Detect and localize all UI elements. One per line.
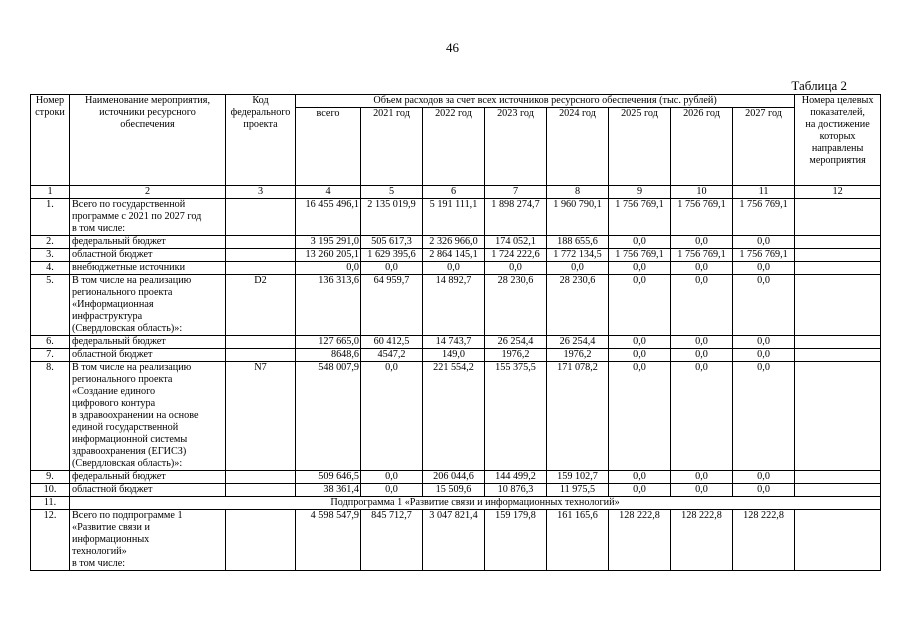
year-value: 26 254,4 [485, 336, 547, 349]
row-name: федеральный бюджет [70, 336, 226, 349]
year-value: 0,0 [361, 484, 423, 497]
target-numbers [795, 275, 881, 336]
year-value: 155 375,5 [485, 362, 547, 471]
federal-code [226, 471, 296, 484]
year-value: 26 254,4 [547, 336, 609, 349]
year-value: 1 960 790,1 [547, 199, 609, 236]
column-number: 8 [547, 186, 609, 199]
year-value: 505 617,3 [361, 236, 423, 249]
row-name: областной бюджет [70, 249, 226, 262]
header-year: 2022 год [423, 108, 485, 186]
row-number: 7. [31, 349, 70, 362]
header-year: 2025 год [609, 108, 671, 186]
year-value: 0,0 [671, 362, 733, 471]
row-name: внебюджетные источники [70, 262, 226, 275]
year-value: 0,0 [609, 471, 671, 484]
column-number: 2 [70, 186, 226, 199]
year-value: 2 864 145,1 [423, 249, 485, 262]
year-value: 0,0 [547, 262, 609, 275]
header-year: 2021 год [361, 108, 423, 186]
target-numbers [795, 236, 881, 249]
header-name: Наименование мероприятия, источники ресурсного обеспечения [70, 95, 226, 186]
federal-code [226, 349, 296, 362]
column-number: 4 [296, 186, 361, 199]
row-name: областной бюджет [70, 349, 226, 362]
year-value: 0,0 [361, 362, 423, 471]
year-value: 221 554,2 [423, 362, 485, 471]
federal-code [226, 336, 296, 349]
table-row [31, 349, 881, 362]
year-value: 0,0 [609, 336, 671, 349]
row-name: В том числе на реализацию регионального проекта «Создание единого цифрового контура в здравоохранении на основе единой государственной информационной системы здравоохранения (ЕГИСЗ) (Свердловская область)»: [70, 362, 226, 471]
table-row [31, 336, 881, 349]
year-value: 0,0 [733, 336, 795, 349]
column-number: 9 [609, 186, 671, 199]
subprogram-title: Подпрограмма 1 «Развитие связи и информационных технологий» [70, 497, 881, 510]
row-number: 11. [31, 497, 70, 510]
year-value: 128 222,8 [609, 510, 671, 571]
target-numbers [795, 471, 881, 484]
total-value: 127 665,0 [296, 336, 361, 349]
header-federal-code: Код федерального проекта [226, 95, 296, 186]
year-value: 1 756 769,1 [671, 249, 733, 262]
header-row-number: Номер строки [31, 95, 70, 186]
budget-table [30, 94, 881, 571]
total-value: 4 598 547,9 [296, 510, 361, 571]
year-value: 1 756 769,1 [671, 199, 733, 236]
year-value: 28 230,6 [547, 275, 609, 336]
target-numbers [795, 362, 881, 471]
total-value: 16 455 496,1 [296, 199, 361, 236]
header-row-1 [31, 95, 881, 108]
row-number: 1. [31, 199, 70, 236]
total-value: 136 313,6 [296, 275, 361, 336]
row-number: 9. [31, 471, 70, 484]
year-value: 1976,2 [485, 349, 547, 362]
table-row [31, 262, 881, 275]
column-number: 6 [423, 186, 485, 199]
year-value: 0,0 [609, 349, 671, 362]
target-numbers [795, 510, 881, 571]
header-volume: Объем расходов за счет всех источников ресурсного обеспечения (тыс. рублей) [296, 95, 795, 108]
year-value: 0,0 [671, 275, 733, 336]
header-year: 2024 год [547, 108, 609, 186]
target-numbers [795, 199, 881, 236]
total-value: 3 195 291,0 [296, 236, 361, 249]
column-number: 10 [671, 186, 733, 199]
column-number: 1 [31, 186, 70, 199]
row-number: 4. [31, 262, 70, 275]
year-value: 149,0 [423, 349, 485, 362]
year-value: 0,0 [361, 262, 423, 275]
row-number: 3. [31, 249, 70, 262]
year-value: 0,0 [733, 275, 795, 336]
year-value: 4547,2 [361, 349, 423, 362]
row-name: федеральный бюджет [70, 236, 226, 249]
row-name: федеральный бюджет [70, 471, 226, 484]
year-value: 0,0 [671, 262, 733, 275]
table-row [31, 362, 881, 471]
year-value: 0,0 [609, 362, 671, 471]
year-value: 128 222,8 [733, 510, 795, 571]
federal-code: D2 [226, 275, 296, 336]
year-value: 159 179,8 [485, 510, 547, 571]
year-value: 0,0 [361, 471, 423, 484]
year-value: 1 772 134,5 [547, 249, 609, 262]
year-value: 0,0 [733, 362, 795, 471]
row-name: В том числе на реализацию регионального проекта «Информационная инфраструктура (Свердловская область)»: [70, 275, 226, 336]
total-value: 509 646,5 [296, 471, 361, 484]
column-number-row [31, 186, 881, 199]
table-row [31, 249, 881, 262]
year-value: 1976,2 [547, 349, 609, 362]
year-value: 144 499,2 [485, 471, 547, 484]
target-numbers [795, 262, 881, 275]
row-number: 10. [31, 484, 70, 497]
year-value: 0,0 [671, 336, 733, 349]
row-number: 6. [31, 336, 70, 349]
year-value: 2 135 019,9 [361, 199, 423, 236]
table-row [31, 199, 881, 236]
year-value: 0,0 [671, 471, 733, 484]
year-value: 174 052,1 [485, 236, 547, 249]
row-name: областной бюджет [70, 484, 226, 497]
year-value: 14 892,7 [423, 275, 485, 336]
column-number: 5 [361, 186, 423, 199]
year-value: 1 756 769,1 [733, 249, 795, 262]
year-value: 206 044,6 [423, 471, 485, 484]
year-value: 0,0 [671, 484, 733, 497]
year-value: 1 629 395,6 [361, 249, 423, 262]
year-value: 0,0 [671, 236, 733, 249]
year-value: 1 756 769,1 [609, 199, 671, 236]
target-numbers [795, 249, 881, 262]
table-row [31, 275, 881, 336]
column-number: 3 [226, 186, 296, 199]
year-value: 0,0 [733, 471, 795, 484]
row-number: 2. [31, 236, 70, 249]
target-numbers [795, 349, 881, 362]
year-value: 0,0 [609, 236, 671, 249]
column-number: 12 [795, 186, 881, 199]
year-value: 60 412,5 [361, 336, 423, 349]
year-value: 0,0 [423, 262, 485, 275]
year-value: 64 959,7 [361, 275, 423, 336]
row-number: 8. [31, 362, 70, 471]
table-row [31, 484, 881, 497]
row-number: 12. [31, 510, 70, 571]
table-row [31, 510, 881, 571]
column-number: 11 [733, 186, 795, 199]
row-name: Всего по подпрограмме 1 «Развитие связи и информационных технологий» в том числе: [70, 510, 226, 571]
year-value: 0,0 [733, 484, 795, 497]
year-value: 128 222,8 [671, 510, 733, 571]
federal-code [226, 199, 296, 236]
year-value: 15 509,6 [423, 484, 485, 497]
year-value: 1 898 274,7 [485, 199, 547, 236]
year-value: 0,0 [609, 262, 671, 275]
year-value: 171 078,2 [547, 362, 609, 471]
federal-code [226, 510, 296, 571]
table-row [31, 497, 881, 510]
year-value: 10 876,3 [485, 484, 547, 497]
table-row [31, 471, 881, 484]
header-total: всего [296, 108, 361, 186]
year-value: 14 743,7 [423, 336, 485, 349]
federal-code: N7 [226, 362, 296, 471]
total-value: 0,0 [296, 262, 361, 275]
header-year: 2027 год [733, 108, 795, 186]
row-number: 5. [31, 275, 70, 336]
year-value: 5 191 111,1 [423, 199, 485, 236]
year-value: 0,0 [733, 349, 795, 362]
table-body [31, 199, 881, 571]
federal-code [226, 484, 296, 497]
year-value: 188 655,6 [547, 236, 609, 249]
year-value: 28 230,6 [485, 275, 547, 336]
federal-code [226, 236, 296, 249]
year-value: 2 326 966,0 [423, 236, 485, 249]
total-value: 548 007,9 [296, 362, 361, 471]
year-value: 161 165,6 [547, 510, 609, 571]
header-year: 2026 год [671, 108, 733, 186]
federal-code [226, 262, 296, 275]
year-value: 3 047 821,4 [423, 510, 485, 571]
table-caption: Таблица 2 [791, 78, 847, 93]
header-targets: Номера целевых показателей, на достижение которых направлены мероприятия [795, 95, 881, 186]
year-value: 0,0 [609, 484, 671, 497]
year-value: 0,0 [733, 262, 795, 275]
year-value: 1 756 769,1 [733, 199, 795, 236]
year-value: 0,0 [609, 275, 671, 336]
page-number: 46 [446, 40, 459, 55]
year-value: 0,0 [671, 349, 733, 362]
year-value: 1 724 222,6 [485, 249, 547, 262]
total-value: 8648,6 [296, 349, 361, 362]
year-value: 159 102,7 [547, 471, 609, 484]
federal-code [226, 249, 296, 262]
year-value: 0,0 [733, 236, 795, 249]
header-year: 2023 год [485, 108, 547, 186]
row-name: Всего по государственной программе с 2021 по 2027 год в том числе: [70, 199, 226, 236]
year-value: 0,0 [485, 262, 547, 275]
table-row [31, 236, 881, 249]
target-numbers [795, 336, 881, 349]
year-value: 845 712,7 [361, 510, 423, 571]
target-numbers [795, 484, 881, 497]
year-value: 11 975,5 [547, 484, 609, 497]
total-value: 13 260 205,1 [296, 249, 361, 262]
year-value: 1 756 769,1 [609, 249, 671, 262]
total-value: 38 361,4 [296, 484, 361, 497]
column-number: 7 [485, 186, 547, 199]
